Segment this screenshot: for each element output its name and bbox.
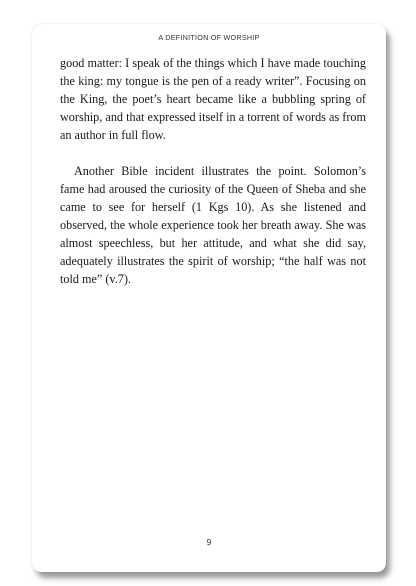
paragraph-spacer (60, 144, 366, 162)
running-header: A DEFINITION OF WORSHIP (158, 33, 260, 42)
book-page (32, 24, 386, 572)
page-body (60, 54, 366, 288)
paragraph-continued: good matter: I speak of the things which I have made touching the king: my tongue is the pen of a ready writer”. Focusing on the King, the poet’s heart became like a bubbling spring of worship, and that expressed itself in a torrent of words as from an author in full flow. (60, 56, 366, 142)
page-number: 9 (206, 537, 212, 547)
paragraph-queen-of-sheba: Another Bible incident illustrates the point. Solomon’s fame had aroused the curiosity of the Queen of Sheba and she came to see for herself (1 Kgs 10). As she listened and observed, the whole experience took her breath away. She was almost speechless, but her attitude, and what she did say, adequately illustrates the spirit of worship; “the half was not told me” (v.7). (60, 164, 366, 286)
